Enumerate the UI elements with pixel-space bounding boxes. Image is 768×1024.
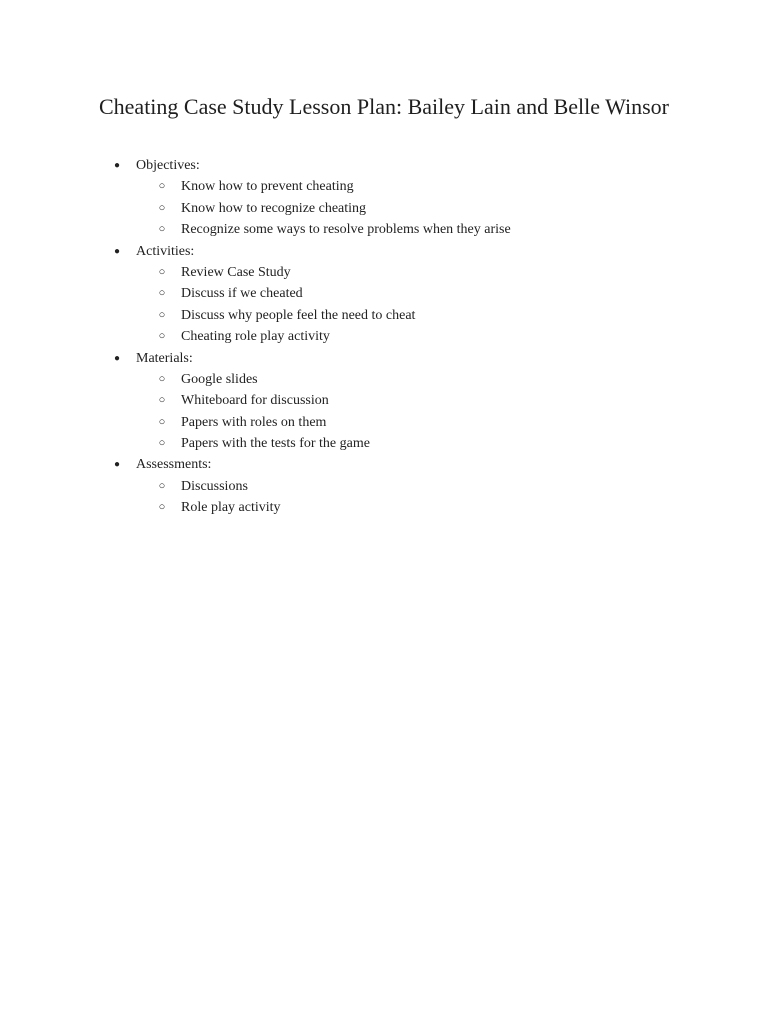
bullet-circle-icon: ○	[158, 372, 166, 385]
section-materials	[0, 348, 768, 455]
bullet-circle-icon: ○	[158, 265, 166, 278]
section-row	[0, 241, 768, 262]
bullet-circle-icon: ○	[158, 394, 166, 407]
list-item	[0, 198, 768, 219]
list-item-text: Papers with the tests for the game	[181, 436, 370, 452]
list-item-text: Whiteboard for discussion	[181, 393, 329, 409]
sub-list	[0, 369, 768, 455]
bullet-disc-icon: ●	[113, 352, 121, 364]
section-objectives	[0, 155, 768, 241]
list-item	[0, 433, 768, 454]
bullet-circle-icon: ○	[158, 201, 166, 214]
list-item-text: Role play activity	[181, 500, 281, 516]
section-label: Materials:	[136, 350, 193, 366]
section-row	[0, 454, 768, 475]
document-title: Cheating Case Study Lesson Plan: Bailey Lain and Belle Winsor	[98, 94, 669, 119]
bullet-circle-icon: ○	[158, 501, 166, 514]
bullet-circle-icon: ○	[158, 180, 166, 193]
list-item-text: Cheating role play activity	[181, 329, 330, 345]
list-item-text: Discuss if we cheated	[181, 286, 303, 302]
sub-list	[0, 262, 768, 348]
section-activities	[0, 241, 768, 348]
bullet-circle-icon: ○	[158, 415, 166, 428]
list-item-text: Discussions	[181, 478, 248, 494]
list-item	[0, 497, 768, 518]
list-item	[0, 390, 768, 411]
section-row	[0, 155, 768, 176]
section-row	[0, 348, 768, 369]
list-item-text: Discuss why people feel the need to cheat	[181, 307, 416, 323]
section-label: Assessments:	[136, 457, 212, 473]
bullet-circle-icon: ○	[158, 479, 166, 492]
list-item-text: Google slides	[181, 371, 258, 387]
bullet-disc-icon: ●	[113, 160, 121, 171]
bullet-disc-icon: ●	[113, 459, 121, 471]
bullet-circle-icon: ○	[158, 287, 166, 300]
list-item	[0, 283, 768, 304]
list-item	[0, 305, 768, 326]
list-item-text: Papers with roles on them	[181, 414, 327, 430]
sub-list	[0, 176, 768, 240]
list-item-text: Recognize some ways to resolve problems when they arise	[181, 222, 511, 238]
bullet-circle-icon: ○	[158, 223, 166, 236]
lesson-plan-outline	[0, 155, 768, 519]
list-item-text: Know how to recognize cheating	[181, 200, 367, 216]
list-item	[0, 412, 768, 433]
bullet-circle-icon: ○	[158, 330, 166, 343]
list-item	[0, 176, 768, 197]
list-item-text: Know how to prevent cheating	[181, 179, 354, 195]
section-label: Objectives:	[136, 158, 200, 173]
list-item	[0, 262, 768, 283]
list-item	[0, 476, 768, 497]
section-assessments	[0, 454, 768, 518]
list-item	[0, 326, 768, 347]
sub-list	[0, 476, 768, 519]
list-item	[0, 219, 768, 240]
bullet-disc-icon: ●	[113, 245, 121, 257]
list-item	[0, 369, 768, 390]
bullet-circle-icon: ○	[158, 308, 166, 321]
list-item-text: Review Case Study	[181, 264, 291, 280]
bullet-circle-icon: ○	[158, 437, 166, 450]
section-label: Activities:	[136, 243, 195, 259]
